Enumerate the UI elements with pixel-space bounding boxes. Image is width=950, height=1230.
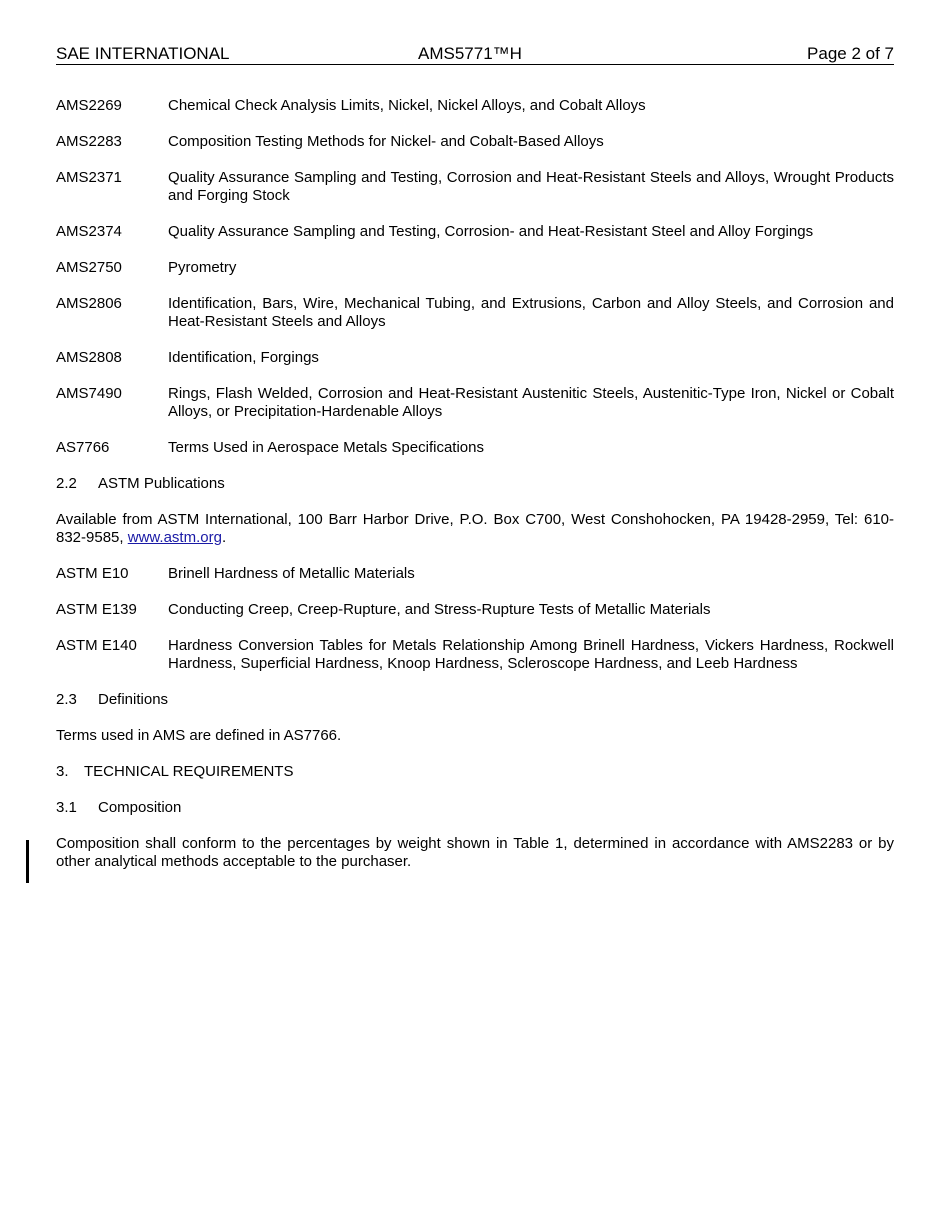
reference-title: Identification, Forgings <box>168 349 319 366</box>
reference-code: AMS2806 <box>56 295 122 312</box>
availability-period: . <box>221 529 227 546</box>
astm-website-link[interactable]: www.astm.org <box>127 529 222 546</box>
reference-code: ASTM E139 <box>56 601 137 618</box>
composition-paragraph: Composition shall conform to the percentages by weight shown in Table 1, determined in accordance with AMS2283 or by other analytical methods acceptable to the purchaser. <box>56 835 894 870</box>
reference-title: Quality Assurance Sampling and Testing, Corrosion- and Heat-Resistant Steel and Alloy Forgings <box>168 223 814 240</box>
reference-entry <box>56 439 894 457</box>
page-header <box>56 44 894 65</box>
reference-title: Rings, Flash Welded, Corrosion and Heat-Resistant Austenitic Steels, Austenitic-Type Iron, Nickel or Cobalt Alloys, or Precipitation-Hardenable Alloys <box>168 385 894 420</box>
header-doc-number: AMS5771™H <box>418 44 522 63</box>
reference-title: Hardness Conversion Tables for Metals Relationship Among Brinell Hardness, Vickers Hardness, Rockwell Hardness, Superficial Hardness, Knoop Hardness, Scleroscope Hardness, and Leeb Hardness <box>168 637 894 672</box>
header-page-number: Page 2 of 7 <box>807 44 894 63</box>
reference-code: AMS2808 <box>56 349 122 366</box>
section-number: 3. <box>56 763 69 780</box>
availability-text: Available from ASTM International, 100 Barr Harbor Drive, P.O. Box C700, West Conshohocken, PA 19428-2959, Tel: 610-832-9585, <box>56 511 894 546</box>
reference-entry <box>56 97 894 115</box>
section-heading-3-1 <box>56 799 894 817</box>
astm-availability-paragraph <box>56 511 894 547</box>
reference-title: Identification, Bars, Wire, Mechanical Tubing, and Extrusions, Carbon and Alloy Steels, and Corrosion and Heat-Resistant Steels and Alloys <box>168 295 894 330</box>
reference-code: AMS2283 <box>56 133 122 150</box>
section-title: Definitions <box>98 691 169 708</box>
section-title: ASTM Publications <box>98 475 225 492</box>
section-number: 2.2 <box>56 475 77 492</box>
section-heading-2-2 <box>56 475 894 493</box>
reference-title: Brinell Hardness of Metallic Materials <box>168 565 415 582</box>
reference-code: AMS2750 <box>56 259 122 276</box>
reference-code: ASTM E10 <box>56 565 129 582</box>
reference-title: Pyrometry <box>168 259 237 276</box>
reference-title: Chemical Check Analysis Limits, Nickel, Nickel Alloys, and Cobalt Alloys <box>168 97 646 114</box>
reference-title: Terms Used in Aerospace Metals Specifications <box>168 439 484 456</box>
reference-code: AMS2269 <box>56 97 122 114</box>
reference-code: AMS2374 <box>56 223 122 240</box>
reference-entry <box>56 223 894 241</box>
reference-title: Quality Assurance Sampling and Testing, Corrosion and Heat-Resistant Steels and Alloys, Wrought Products and Forging Stock <box>168 169 894 204</box>
section-heading-2-3 <box>56 691 894 709</box>
reference-code: ASTM E140 <box>56 637 137 654</box>
reference-entry <box>56 385 894 421</box>
reference-code: AS7766 <box>56 439 110 456</box>
reference-code: AMS7490 <box>56 385 122 402</box>
section-title: Composition <box>98 799 182 816</box>
section-number: 2.3 <box>56 691 77 708</box>
header-org: SAE INTERNATIONAL <box>56 44 230 63</box>
reference-entry <box>56 601 894 619</box>
section-number: 3.1 <box>56 799 77 816</box>
reference-entry <box>56 133 894 151</box>
reference-entry <box>56 637 894 673</box>
reference-entry <box>56 565 894 583</box>
section-heading-3 <box>56 763 894 781</box>
section-title: TECHNICAL REQUIREMENTS <box>84 763 294 780</box>
reference-entry <box>56 259 894 277</box>
reference-entry <box>56 295 894 331</box>
reference-code: AMS2371 <box>56 169 122 186</box>
document-body <box>56 97 894 871</box>
revision-change-bar <box>26 840 29 883</box>
reference-entry <box>56 169 894 205</box>
definitions-paragraph: Terms used in AMS are defined in AS7766. <box>56 727 342 744</box>
reference-entry <box>56 349 894 367</box>
reference-title: Conducting Creep, Creep-Rupture, and Stress-Rupture Tests of Metallic Materials <box>168 601 711 618</box>
reference-title: Composition Testing Methods for Nickel- and Cobalt-Based Alloys <box>168 133 604 150</box>
